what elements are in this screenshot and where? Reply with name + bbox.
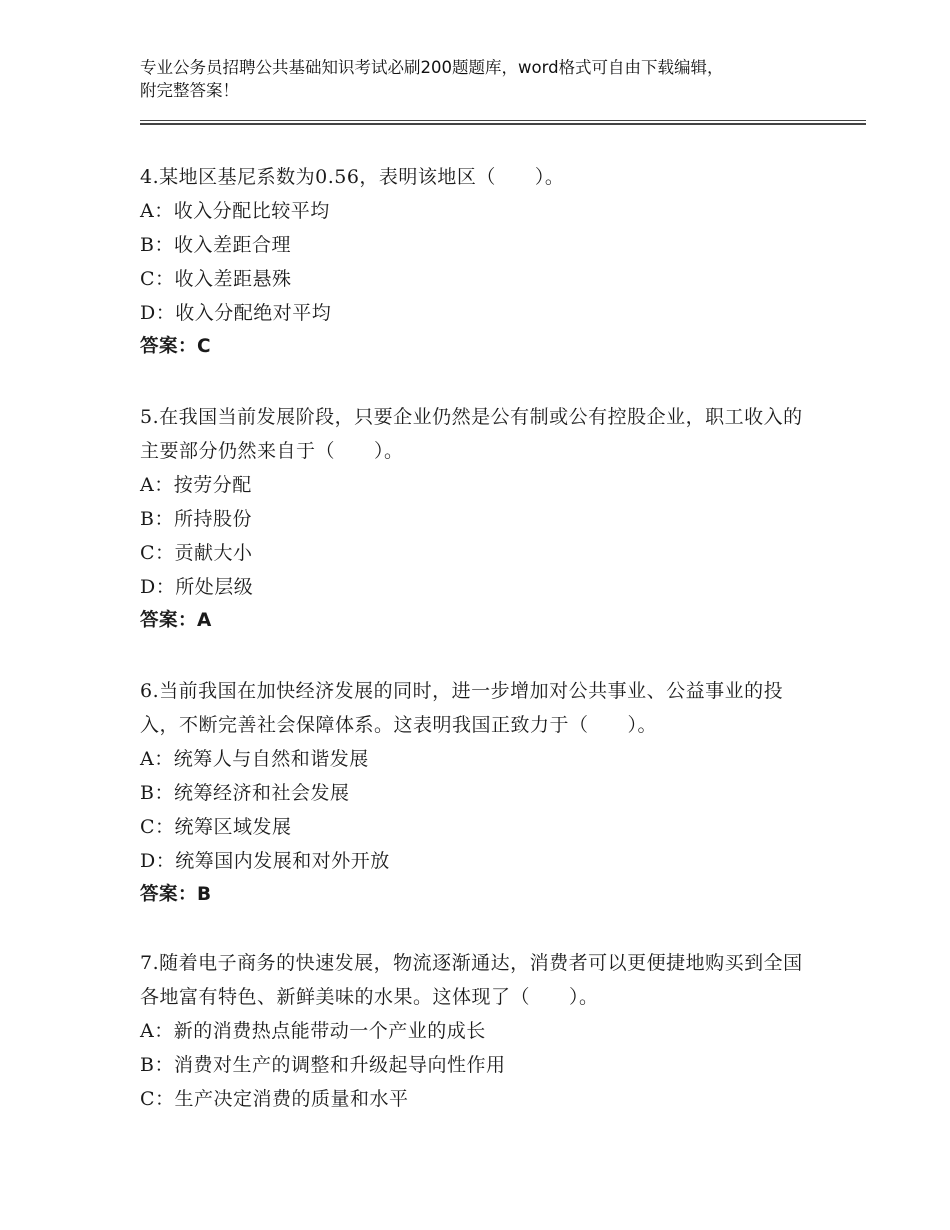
document-header	[140, 56, 830, 102]
option-a: A：统筹人与自然和谐发展	[140, 748, 369, 770]
header-divider-thin	[140, 120, 866, 121]
answer: 答案：A	[140, 610, 212, 631]
answer: 答案：C	[140, 336, 212, 357]
header-divider-thick	[140, 123, 866, 125]
question-5	[140, 400, 810, 638]
option-c: C：贡献大小	[140, 542, 253, 564]
option-b: B：所持股份	[140, 508, 252, 530]
question-4	[140, 160, 810, 364]
question-6	[140, 674, 810, 912]
option-b: B：消费对生产的调整和升级起导向性作用	[140, 1054, 506, 1076]
question-stem: 6.当前我国在加快经济发展的同时，进一步增加对公共事业、公益事业的投入，不断完善社会保障体系。这表明我国正致力于（ ）。	[140, 680, 784, 736]
question-stem: 7.随着电子商务的快速发展，物流逐渐通达，消费者可以更便捷地购买到全国各地富有特色、新鲜美味的水果。这体现了（ ）。	[140, 952, 803, 1008]
option-c: C：生产决定消费的质量和水平	[140, 1088, 409, 1110]
option-c: C：统筹区域发展	[140, 816, 292, 838]
option-c: C：收入差距悬殊	[140, 268, 292, 290]
option-d: D：收入分配绝对平均	[140, 302, 332, 324]
option-a: A：收入分配比较平均	[140, 200, 330, 222]
header-line-2: 附完整答案！	[140, 81, 239, 100]
option-d: D：统筹国内发展和对外开放	[140, 850, 390, 872]
header-line-1: 专业公务员招聘公共基础知识考试必刷200题题库，word格式可自由下载编辑，	[140, 58, 724, 77]
option-d: D：所处层级	[140, 576, 254, 598]
option-b: B：统筹经济和社会发展	[140, 782, 350, 804]
question-stem: 4.某地区基尼系数为0.56，表明该地区（ ）。	[140, 166, 565, 188]
option-a: A：新的消费热点能带动一个产业的成长	[140, 1020, 486, 1042]
option-a: A：按劳分配	[140, 474, 252, 496]
answer: 答案：B	[140, 884, 212, 905]
question-7	[140, 946, 810, 1116]
option-b: B：收入差距合理	[140, 234, 291, 256]
question-stem: 5.在我国当前发展阶段，只要企业仍然是公有制或公有控股企业，职工收入的主要部分仍然来自于（ ）。	[140, 406, 803, 462]
